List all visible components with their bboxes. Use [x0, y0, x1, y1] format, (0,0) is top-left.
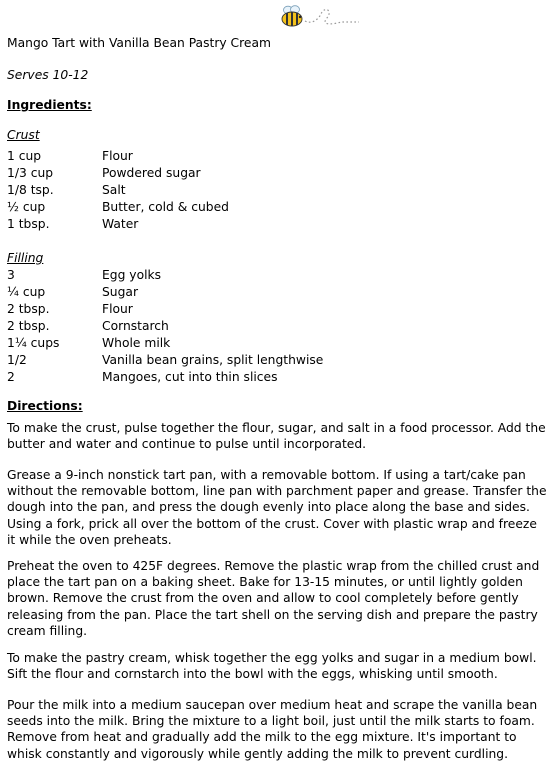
ingredient-name: Water [102, 217, 139, 231]
ingredient-quantity: 3 [7, 268, 15, 282]
ingredient-name: Mangoes, cut into thin slices [102, 370, 278, 384]
ingredient-name: Whole milk [102, 336, 171, 350]
ingredient-quantity: ½ cup [7, 200, 46, 214]
direction-step: Preheat the oven to 425F degrees. Remove the plastic wrap from the chilled crust and place the tart pan on a baking sheet. Bake for 13-15 minutes, or until lightly golden brown. Remove the crust from the oven and allow to cool completely before gently releasing from the pan. Place the tart shell on the serving dish and prepare the pastry cream filling. [7, 559, 540, 638]
ingredient-quantity: 1¼ cups [7, 336, 60, 350]
direction-step: To make the crust, pulse together the flour, sugar, and salt in a food processor. Add the butter and water and continue to pulse until incorporated. [7, 421, 546, 452]
serving-size: Serves 10-12 [7, 68, 89, 82]
ingredient-name: Butter, cold & cubed [102, 200, 229, 214]
bee-icon [279, 4, 361, 30]
filling-subheading: Filling [7, 251, 44, 265]
ingredient-name: Cornstarch [102, 319, 169, 333]
ingredient-name: Egg yolks [102, 268, 162, 282]
recipe-title: Mango Tart with Vanilla Bean Pastry Cream [7, 36, 272, 50]
ingredient-name: Flour [102, 149, 133, 163]
ingredient-name: Flour [102, 302, 133, 316]
direction-step: To make the pastry cream, whisk together the egg yolks and sugar in a medium bowl. Sift the flour and cornstarch into the bowl with the eggs, whisking until smooth. [7, 651, 537, 682]
ingredient-quantity: 1/8 tsp. [7, 183, 54, 197]
ingredient-quantity: 2 [7, 370, 15, 384]
direction-step: Pour the milk into a medium saucepan over medium heat and scrape the vanilla bean seeds into the milk. Bring the mixture to a light boil, just until the milk starts to foam. Remove from heat and gradually add the milk to the egg mixture. It's important to whisk constantly and vigorously while gently adding the milk to prevent curdling. [7, 698, 538, 761]
ingredient-quantity: 1 cup [7, 149, 42, 163]
directions-heading: Directions: [7, 399, 83, 413]
ingredient-quantity: 1 tbsp. [7, 217, 50, 231]
ingredient-quantity: 1/2 [7, 353, 27, 367]
ingredient-name: Salt [102, 183, 126, 197]
ingredient-quantity: ¼ cup [7, 285, 46, 299]
ingredient-name: Vanilla bean grains, split lengthwise [102, 353, 324, 367]
ingredient-quantity: 2 tbsp. [7, 319, 50, 333]
ingredient-quantity: 1/3 cup [7, 166, 54, 180]
ingredient-name: Powdered sugar [102, 166, 201, 180]
ingredient-name: Sugar [102, 285, 138, 299]
ingredient-quantity: 2 tbsp. [7, 302, 50, 316]
crust-subheading: Crust [7, 128, 40, 142]
direction-step: Grease a 9-inch nonstick tart pan, with a removable bottom. If using a tart/cake pan without the removable bottom, line pan with parchment paper and grease. Transfer the dough into the pan, and press the dough evenly into place along the base and sides. Using a fork, prick all over the bottom of the crust. Cover with plastic wrap and freeze it while the oven preheats. [7, 468, 547, 547]
ingredients-heading: Ingredients: [7, 98, 92, 112]
